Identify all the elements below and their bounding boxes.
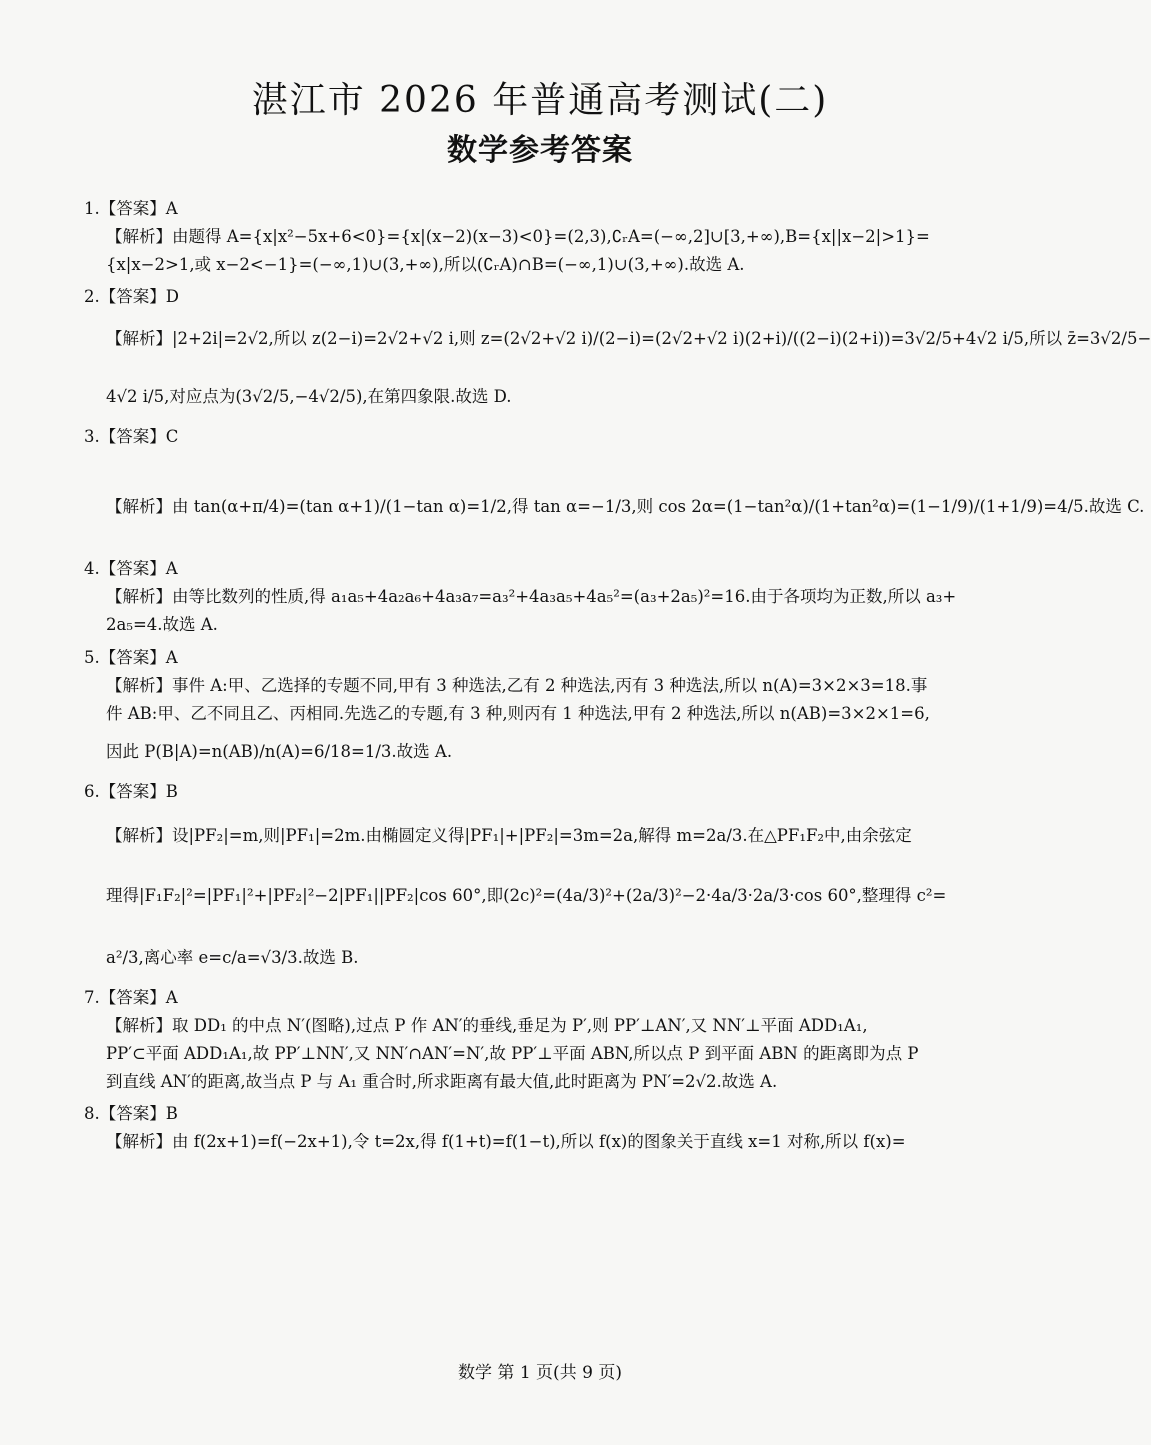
question-block-4 — [84, 555, 1004, 639]
solution-line: 理得|F₁F₂|²=|PF₁|²+|PF₂|²−2|PF₁||PF₂|cos 60°,即(2c)²=(4a/3)²+(2a/3)²−2·4a/3·2a/3·cos 60°,整理得 c²= — [106, 885, 947, 905]
solution-line: 【解析】由 tan(α+π/4)=(tan α+1)/(1−tan α)=1/2,得 tan α=−1/3,则 cos 2α=(1−tan²α)/(1+tan²α)=(1−1/9)/(1+1/9)=4/5.故选 C. — [106, 497, 1145, 517]
solution-line: 件 AB:甲、乙不同且乙、丙相同.先选乙的专题,有 3 种,则丙有 1 种选法,甲有 2 种选法,所以 n(AB)=3×2×1=6, — [106, 703, 930, 723]
question-solution — [84, 672, 1004, 766]
question-answer-head: 6.【答案】B — [84, 781, 178, 801]
question-solution — [84, 311, 1151, 411]
solution-line: 【解析】由题得 A={x|x²−5x+6<0}={x|(x−2)(x−3)<0}=(2,3),∁ᵣA=(−∞,2]∪[3,+∞),B={x||x−2|>1}= — [106, 227, 930, 247]
question-answer-head: 4.【答案】A — [84, 559, 178, 579]
question-answer-head: 5.【答案】A — [84, 647, 178, 667]
solution-line: 【解析】由等比数列的性质,得 a₁a₅+4a₂a₆+4a₃a₇=a₃²+4a₃a₅+4a₅²=(a₃+2a₅)²=16.由于各项均为正数,所以 a₃+ — [106, 587, 957, 607]
question-block-8 — [84, 1100, 1004, 1156]
question-block-7 — [84, 984, 1004, 1096]
question-block-2 — [84, 283, 1151, 411]
question-solution — [84, 451, 1145, 555]
solution-line: 因此 P(B|A)=n(AB)/n(A)=6/18=1/3.故选 A. — [106, 741, 453, 761]
question-solution — [84, 583, 1004, 639]
solution-line: 4√2 i/5,对应点为(3√2/5,−4√2/5),在第四象限.故选 D. — [106, 387, 512, 407]
solution-line: 【解析】取 DD₁ 的中点 N′(图略),过点 P 作 AN′的垂线,垂足为 P′,则 PP′⊥AN′,又 NN′⊥平面 ADD₁A₁, — [106, 1015, 868, 1035]
solution-line: 2a₅=4.故选 A. — [106, 615, 218, 635]
question-solution — [84, 806, 1004, 972]
solution-line: 到直线 AN′的距离,故当点 P 与 A₁ 重合时,所求距离有最大值,此时距离为 PN′=2√2.故选 A. — [106, 1072, 778, 1092]
solution-line: {x|x−2>1,或 x−2<−1}=(−∞,1)∪(3,+∞),所以(∁ᵣA)∩B=(−∞,1)∪(3,+∞).故选 A. — [106, 255, 745, 275]
question-solution — [84, 1128, 1004, 1156]
solution-line: PP′⊂平面 ADD₁A₁,故 PP′⊥NN′,又 NN′∩AN′=N′,故 PP′⊥平面 ABN,所以点 P 到平面 ABN 的距离即为点 P — [106, 1043, 919, 1063]
question-answer-head: 3.【答案】C — [84, 427, 179, 447]
solution-line: 【解析】|2+2i|=2√2,所以 z(2−i)=2√2+√2 i,则 z=(2√2+√2 i)/(2−i)=(2√2+√2 i)(2+i)/((2−i)(2+i))=3√2/5+4√2 i/5,所以 z̄=3√2/5− — [106, 329, 1151, 349]
question-solution — [84, 1012, 1004, 1096]
question-block-5 — [84, 644, 1004, 766]
page-title: 湛江市 2026 年普通高考测试(二) — [251, 80, 829, 121]
answer-list — [84, 195, 1151, 1156]
solution-line: 【解析】由 f(2x+1)=f(−2x+1),令 t=2x,得 f(1+t)=f(1−t),所以 f(x)的图象关于直线 x=1 对称,所以 f(x)= — [106, 1132, 906, 1152]
solution-line: a²/3,离心率 e=c/a=√3/3.故选 B. — [106, 947, 359, 967]
question-block-3 — [84, 423, 1145, 555]
solution-line: 【解析】事件 A:甲、乙选择的专题不同,甲有 3 种选法,乙有 2 种选法,丙有 3 种选法,所以 n(A)=3×2×3=18.事 — [106, 675, 928, 695]
question-solution — [84, 223, 1004, 279]
question-answer-head: 1.【答案】A — [84, 199, 178, 218]
question-block-1 — [84, 195, 1004, 279]
page-footer: 数学 第 1 页(共 9 页) — [458, 1363, 622, 1383]
question-answer-head: 2.【答案】D — [84, 287, 179, 307]
question-block-6 — [84, 778, 1004, 972]
page-subtitle: 数学参考答案 — [447, 133, 633, 168]
question-answer-head: 8.【答案】B — [84, 1104, 178, 1124]
solution-line: 【解析】设|PF₂|=m,则|PF₁|=2m.由椭圆定义得|PF₁|+|PF₂|=3m=2a,解得 m=2a/3.在△PF₁F₂中,由余弦定 — [106, 825, 912, 845]
question-answer-head: 7.【答案】A — [84, 987, 178, 1007]
